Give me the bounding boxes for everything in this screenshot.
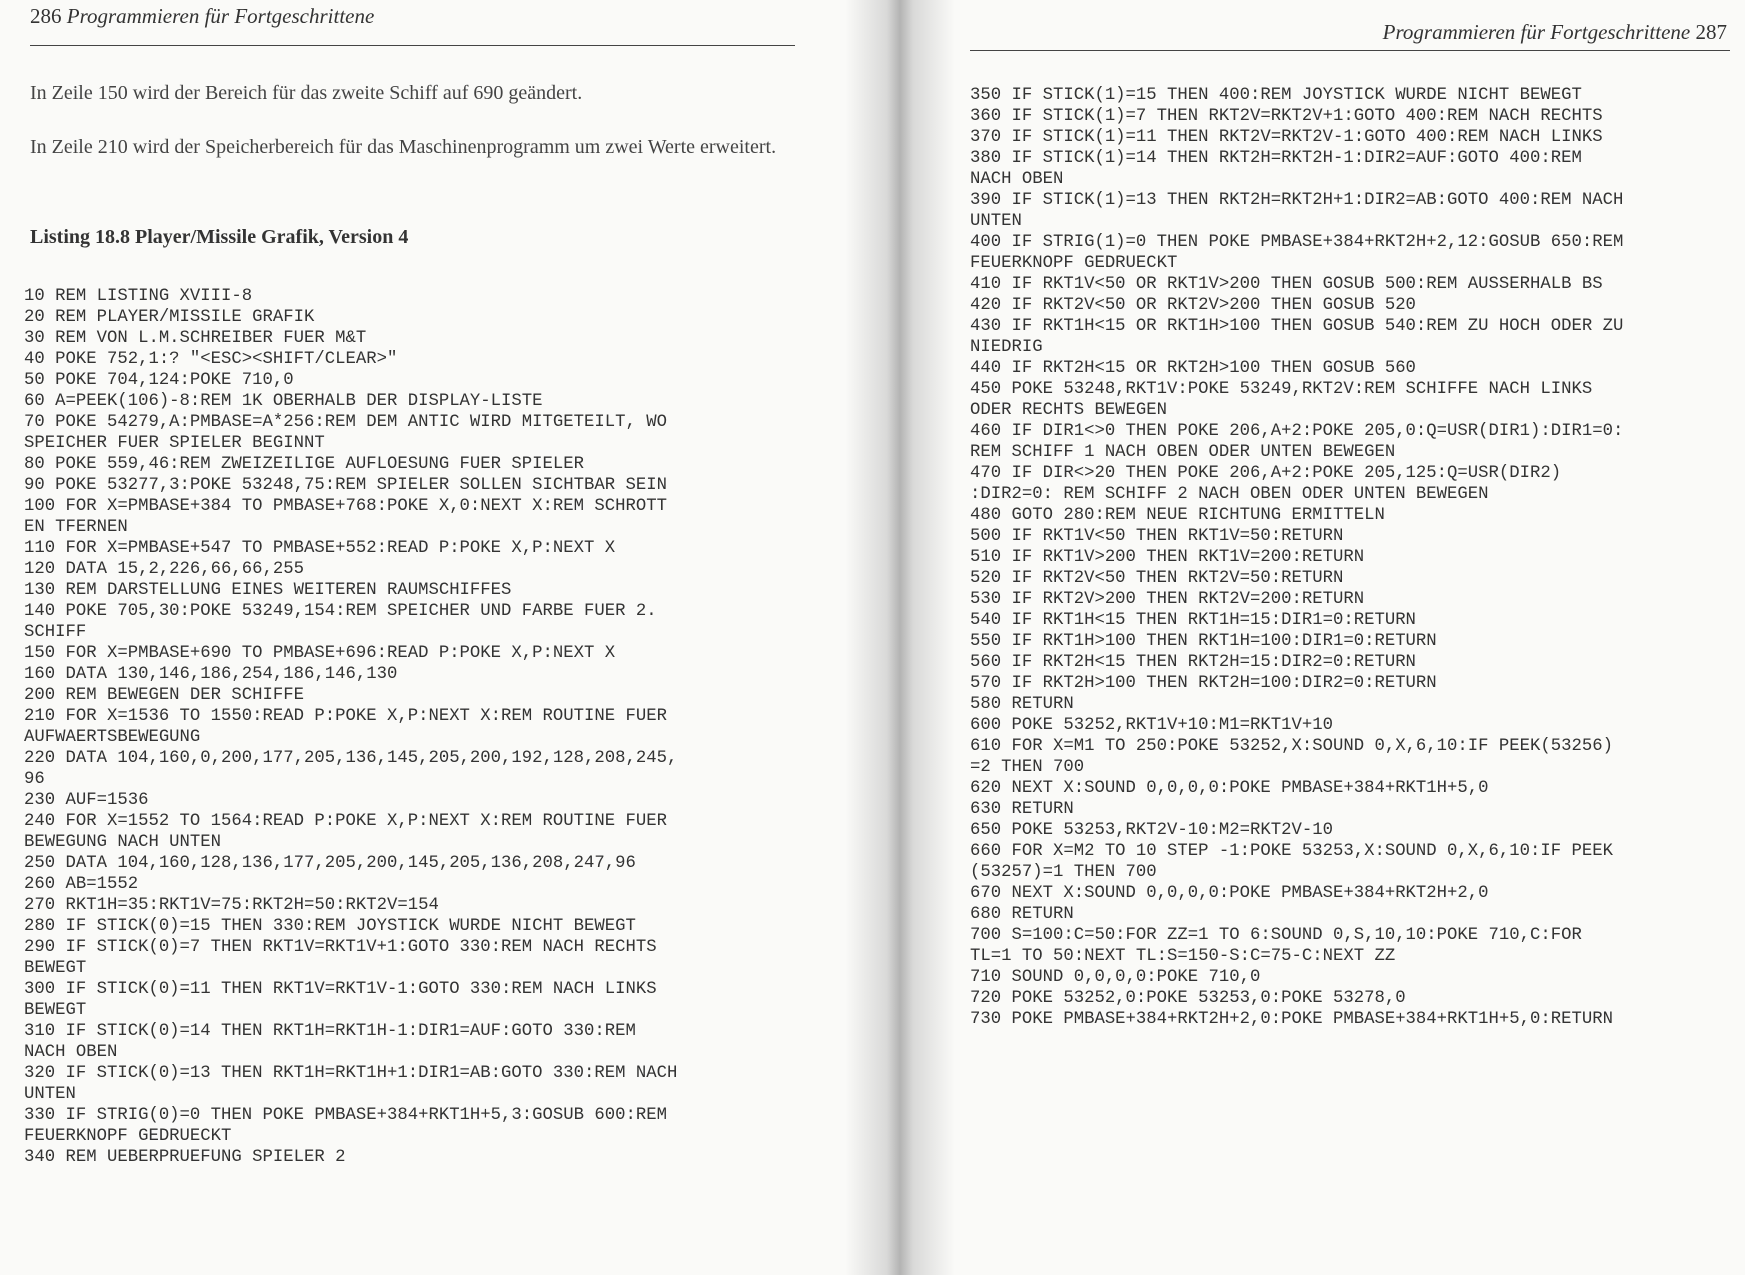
left-page-number: 286 xyxy=(30,4,62,28)
left-header-rule xyxy=(30,45,795,46)
right-header-rule xyxy=(970,50,1730,51)
paragraph-zeile-150: In Zeile 150 wird der Bereich für das zweite Schiff auf 690 geändert. xyxy=(30,82,583,104)
paragraph-zeile-210: In Zeile 210 wird der Speicherbereich für das Maschinenprogramm um zwei Werte erweitert. xyxy=(30,136,777,158)
listing-title: Listing 18.8 Player/Missile Grafik, Version 4 xyxy=(30,226,409,248)
code-listing-right: 350 IF STICK(1)=15 THEN 400:REM JOYSTICK WURDE NICHT BEWEGT 360 IF STICK(1)=7 THEN RKT2V=RKT2V+1:GOTO 400:REM NACH RECHTS 370 IF STICK(1)=11 THEN RKT2V=RKT2V-1:GOTO 400:REM NACH LINKS 380 IF STICK(1)=14 THEN RKT2H=RKT2H-1:DIR2=AUF:GOTO 400:REM NACH OBEN 390 IF STICK(1)=13 THEN RKT2H=RKT2H+1:DIR2=AB:GOTO 400:REM NACH UNTEN 400 IF STRIG(1)=0 THEN POKE PMBASE+384+RKT2H+2,12:GOSUB 650:REM FEUERKNOPF GEDRUECKT 410 IF RKT1V<50 OR RKT1V>200 THEN GOSUB 500:REM AUSSERHALB BS 420 IF RKT2V<50 OR RKT2V>200 THEN GOSUB 520 430 IF RKT1H<15 OR RKT1H>100 THEN GOSUB 540:REM ZU HOCH ODER ZU NIEDRIG 440 IF RKT2H<15 OR RKT2H>100 THEN GOSUB 560 450 POKE 53248,RKT1V:POKE 53249,RKT2V:REM SCHIFFE NACH LINKS ODER RECHTS BEWEGEN 460 IF DIR1<>0 THEN POKE 206,A+2:POKE 205,0:Q=USR(DIR1):DIR1=0: REM SCHIFF 1 NACH OBEN ODER UNTEN BEWEGEN 470 IF DIR<>20 THEN POKE 206,A+2:POKE 205,125:Q=USR(DIR2) :DIR2=0: REM SCHIFF 2 NACH OBEN ODER UNTEN BEWEGEN 480 GOTO 280:REM NEUE RICHTUNG ERMITTELN 500 IF RKT1V<50 THEN RKT1V=50:RETURN 510 IF RKT1V>200 THEN RKT1V=200:RETURN 520 IF RKT2V<50 THEN RKT2V=50:RETURN 530 IF RKT2V>200 THEN RKT2V=200:RETURN 540 IF RKT1H<15 THEN RKT1H=15:DIR1=0:RETURN 550 IF RKT1H>100 THEN RKT1H=100:DIR1=0:RETURN 560 IF RKT2H<15 THEN RKT2H=15:DIR2=0:RETURN 570 IF RKT2H>100 THEN RKT2H=100:DIR2=0:RETURN 580 RETURN 600 POKE 53252,RKT1V+10:M1=RKT1V+10 610 FOR X=M1 TO 250:POKE 53252,X:SOUND 0,X,6,10:IF PEEK(53256) =2 THEN 700 620 NEXT X:SOUND 0,0,0,0:POKE PMBASE+384+RKT1H+5,0 630 RETURN 650 POKE 53253,RKT2V-10:M2=RKT2V-10 660 FOR X=M2 TO 10 STEP -1:POKE 53253,X:SOUND 0,X,6,10:IF PEEK (53257)=1 THEN 700 670 NEXT X:SOUND 0,0,0,0:POKE PMBASE+384+RKT2H+2,0 680 RETURN 700 S=100:C=50:FOR ZZ=1 TO 6:SOUND 0,S,10,10:POKE 710,C:FOR TL=1 TO 50:NEXT TL:S=150-S:C=75-C:NEXT ZZ 710 SOUND 0,0,0,0:POKE 710,0 720 POKE 53252,0:POKE 53253,0:POKE 53278,0 730 POKE PMBASE+384+RKT2H+2,0:POKE PMBASE+384+RKT1H+5,0:RETURN xyxy=(970,86,1624,1029)
right-page-number: 287 xyxy=(1695,20,1727,44)
right-running-head-title: Programmieren für Fortgeschrittene xyxy=(1382,20,1691,44)
left-running-head-title: Programmieren für Fortgeschrittene xyxy=(66,4,375,28)
right-running-head xyxy=(1383,20,1727,45)
left-running-head xyxy=(30,4,374,29)
book-gutter-shadow xyxy=(845,0,955,1275)
left-page xyxy=(0,0,870,1275)
code-listing-left: 10 REM LISTING XVIII-8 20 REM PLAYER/MISSILE GRAFIK 30 REM VON L.M.SCHREIBER FUER M&T 40 POKE 752,1:? "<ESC><SHIFT/CLEAR>" 50 POKE 704,124:POKE 710,0 60 A=PEEK(106)-8:REM 1K OBERHALB DER DISPLAY-LISTE 70 POKE 54279,A:PMBASE=A*256:REM DEM ANTIC WIRD MITGETEILT, WO SPEICHER FUER SPIELER BEGINNT 80 POKE 559,46:REM ZWEIZEILIGE AUFLOESUNG FUER SPIELER 90 POKE 53277,3:POKE 53248,75:REM SPIELER SOLLEN SICHTBAR SEIN 100 FOR X=PMBASE+384 TO PMBASE+768:POKE X,0:NEXT X:REM SCHROTT EN TFERNEN 110 FOR X=PMBASE+547 TO PMBASE+552:READ P:POKE X,P:NEXT X 120 DATA 15,2,226,66,66,255 130 REM DARSTELLUNG EINES WEITEREN RAUMSCHIFFES 140 POKE 705,30:POKE 53249,154:REM SPEICHER UND FARBE FUER 2. SCHIFF 150 FOR X=PMBASE+690 TO PMBASE+696:READ P:POKE X,P:NEXT X 160 DATA 130,146,186,254,186,146,130 200 REM BEWEGEN DER SCHIFFE 210 FOR X=1536 TO 1550:READ P:POKE X,P:NEXT X:REM ROUTINE FUER AUFWAERTSBEWEGUNG 220 DATA 104,160,0,200,177,205,136,145,205,200,192,128,208,245, 96 230 AUF=1536 240 FOR X=1552 TO 1564:READ P:POKE X,P:NEXT X:REM ROUTINE FUER BEWEGUNG NACH UNTEN 250 DATA 104,160,128,136,177,205,200,145,205,136,208,247,96 260 AB=1552 270 RKT1H=35:RKT1V=75:RKT2H=50:RKT2V=154 280 IF STICK(0)=15 THEN 330:REM JOYSTICK WURDE NICHT BEWEGT 290 IF STICK(0)=7 THEN RKT1V=RKT1V+1:GOTO 330:REM NACH RECHTS BEWEGT 300 IF STICK(0)=11 THEN RKT1V=RKT1V-1:GOTO 330:REM NACH LINKS BEWEGT 310 IF STICK(0)=14 THEN RKT1H=RKT1H-1:DIR1=AUF:GOTO 330:REM NACH OBEN 320 IF STICK(0)=13 THEN RKT1H=RKT1H+1:DIR1=AB:GOTO 330:REM NACH UNTEN 330 IF STRIG(0)=0 THEN POKE PMBASE+384+RKT1H+5,3:GOSUB 600:REM FEUERKNOPF GEDRUECKT 340 REM UEBERPRUEFUNG SPIELER 2 xyxy=(24,287,678,1167)
